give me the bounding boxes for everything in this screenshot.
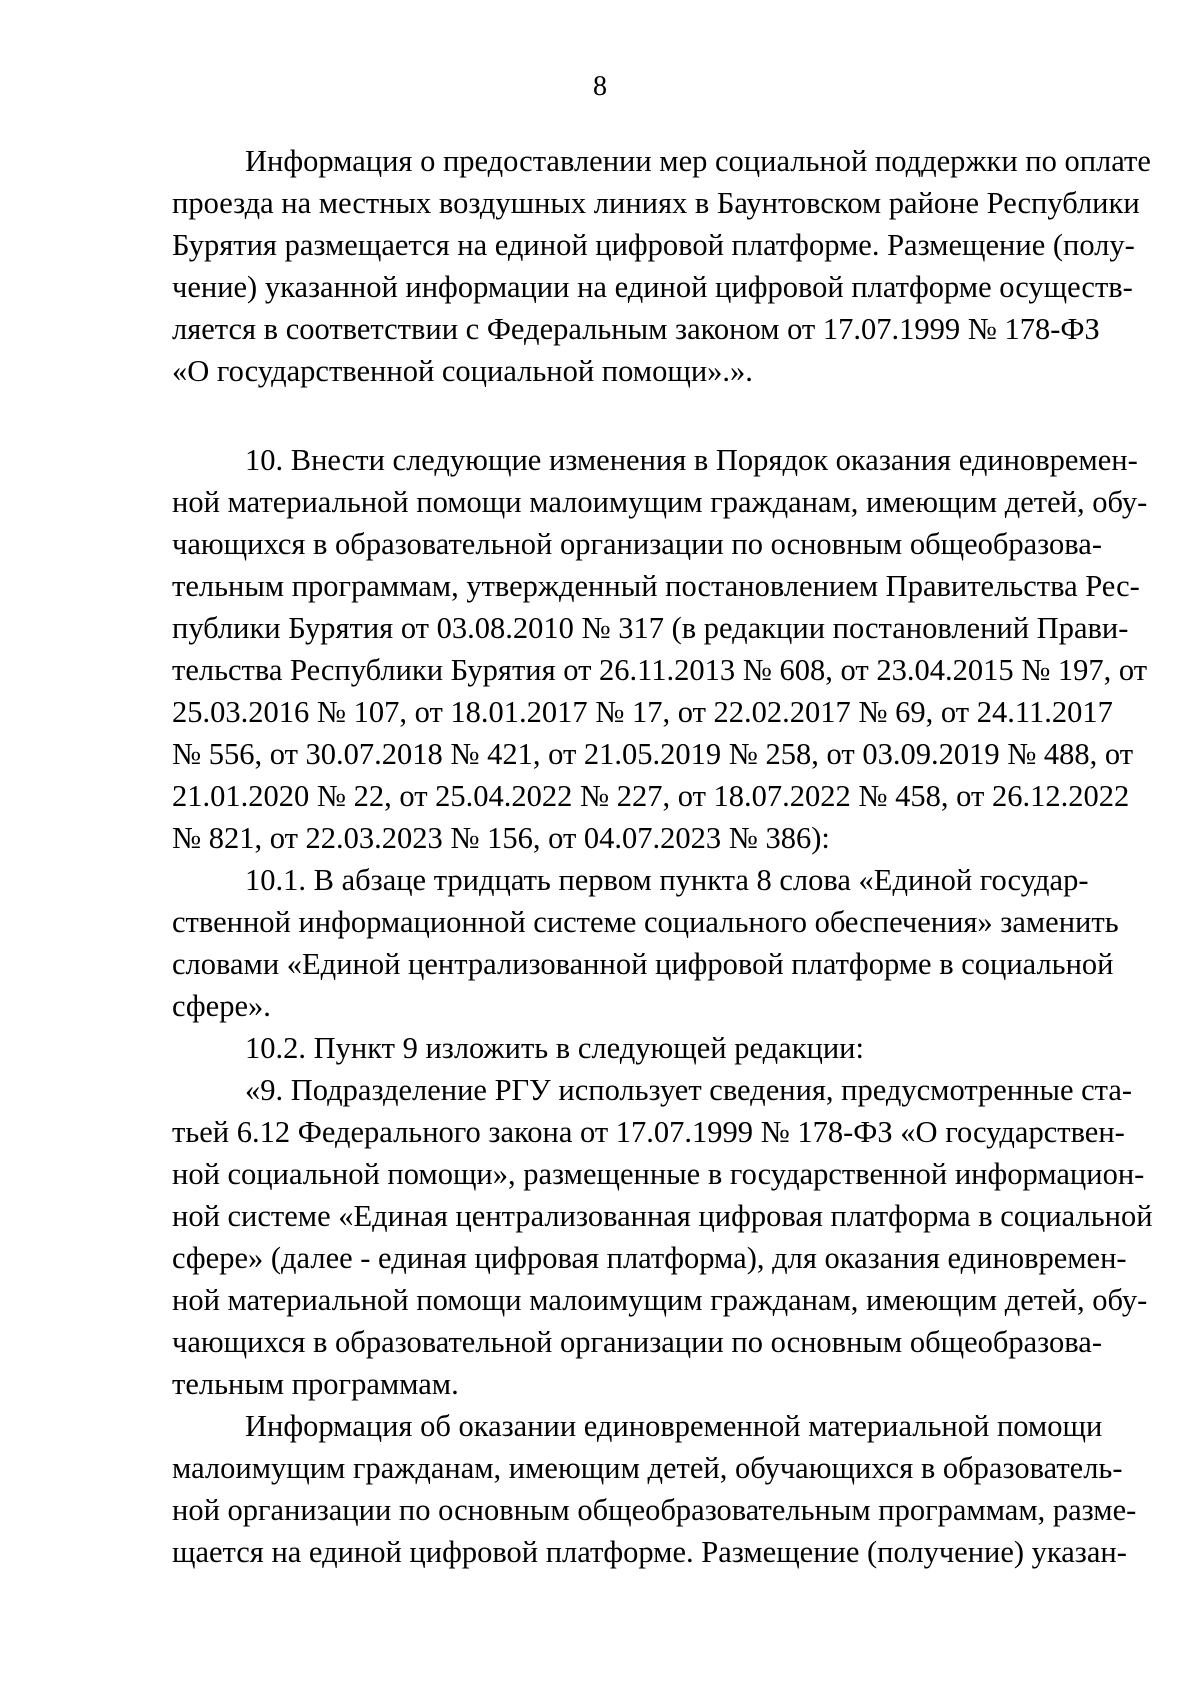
- text-line: «9. Подразделение РГУ использует сведения, предусмотренные ста-: [245, 1073, 1133, 1107]
- text-line: ной материальной помощи малоимущим гражданам, имеющим детей, обу-: [172, 485, 1148, 519]
- document-body: [172, 140, 1153, 1573]
- paragraph-spacer: [172, 392, 1088, 439]
- paragraph-quoted-item-9: [172, 1069, 1153, 1405]
- text-line: ственной информационной системе социального обеспечения» заменить: [172, 905, 1119, 939]
- text-line: словами «Единой централизованной цифровой платформе в социальной: [172, 947, 1114, 981]
- paragraph-item-10: [172, 439, 1148, 859]
- text-line: тельства Республики Бурятия от 26.11.2013 № 608, от 23.04.2015 № 197, от: [172, 653, 1148, 687]
- text-line: Информация о предоставлении мер социальной поддержки по оплате: [245, 144, 1151, 178]
- text-line: малоимущим гражданам, имеющим детей, обучающихся в образователь-: [172, 1451, 1123, 1485]
- paragraph-aid-info: [172, 1405, 1137, 1573]
- text-line: ляется в соответствии с Федеральным законом от 17.07.1999 № 178-ФЗ: [172, 312, 1100, 346]
- text-line: 25.03.2016 № 107, от 18.01.2017 № 17, от 22.02.2017 № 69, от 24.11.2017: [172, 695, 1113, 729]
- text-line: тельным программам.: [172, 1367, 459, 1401]
- text-line: 10.2. Пункт 9 изложить в следующей редакции:: [245, 1031, 864, 1065]
- text-line: ной организации по основным общеобразовательным программам, разме-: [172, 1493, 1137, 1527]
- text-line: публики Бурятия от 03.08.2010 № 317 (в редакции постановлений Прави-: [172, 611, 1129, 645]
- text-line: чающихся в образовательной организации по основным общеобразова-: [172, 527, 1102, 561]
- text-line: ной системе «Единая централизованная цифровая платформа в социальной: [172, 1199, 1153, 1233]
- text-line: чающихся в образовательной организации по основным общеобразова-: [172, 1325, 1102, 1359]
- text-line: чение) указанной информации на единой цифровой платформе осуществ-: [172, 270, 1133, 304]
- text-line: щается на единой цифровой платформе. Размещение (получение) указан-: [172, 1535, 1127, 1569]
- text-line: Бурятия размещается на единой цифровой платформе. Размещение (полу-: [172, 228, 1135, 262]
- text-line: 10. Внести следующие изменения в Порядок оказания единовремен-: [245, 443, 1138, 477]
- text-line: тьей 6.12 Федерального закона от 17.07.1999 № 178-ФЗ «О государствен-: [172, 1115, 1125, 1149]
- text-line: Информация об оказании единовременной материальной помощи: [245, 1409, 1103, 1443]
- text-line: № 821, от 22.03.2023 № 156, от 04.07.2023 № 386):: [172, 821, 830, 855]
- text-line: 21.01.2020 № 22, от 25.04.2022 № 227, от 18.07.2022 № 458, от 26.12.2022: [172, 779, 1130, 813]
- text-line: проезда на местных воздушных линиях в Баунтовском районе Республики: [172, 186, 1140, 220]
- text-line: сфере» (далее - единая цифровая платформа), для оказания единовремен-: [172, 1241, 1127, 1275]
- text-line: ной социальной помощи», размещенные в государственной информацион-: [172, 1157, 1145, 1191]
- text-line: сфере».: [172, 989, 271, 1023]
- text-line: ной материальной помощи малоимущим гражданам, имеющим детей, обу-: [172, 1283, 1148, 1317]
- page-number: 8: [593, 71, 607, 102]
- paragraph-item-10-2: [172, 1027, 1088, 1069]
- paragraph-air-travel-info: [172, 140, 1151, 392]
- text-line: № 556, от 30.07.2018 № 421, от 21.05.2019 № 258, от 03.09.2019 № 488, от: [172, 737, 1134, 771]
- text-line: «О государственной социальной помощи».».: [172, 354, 753, 388]
- text-line: 10.1. В абзаце тридцать первом пункта 8 слова «Единой государ-: [245, 863, 1089, 897]
- text-line: тельным программам, утвержденный постановлением Правительства Рес-: [172, 569, 1140, 603]
- paragraph-item-10-1: [172, 859, 1119, 1027]
